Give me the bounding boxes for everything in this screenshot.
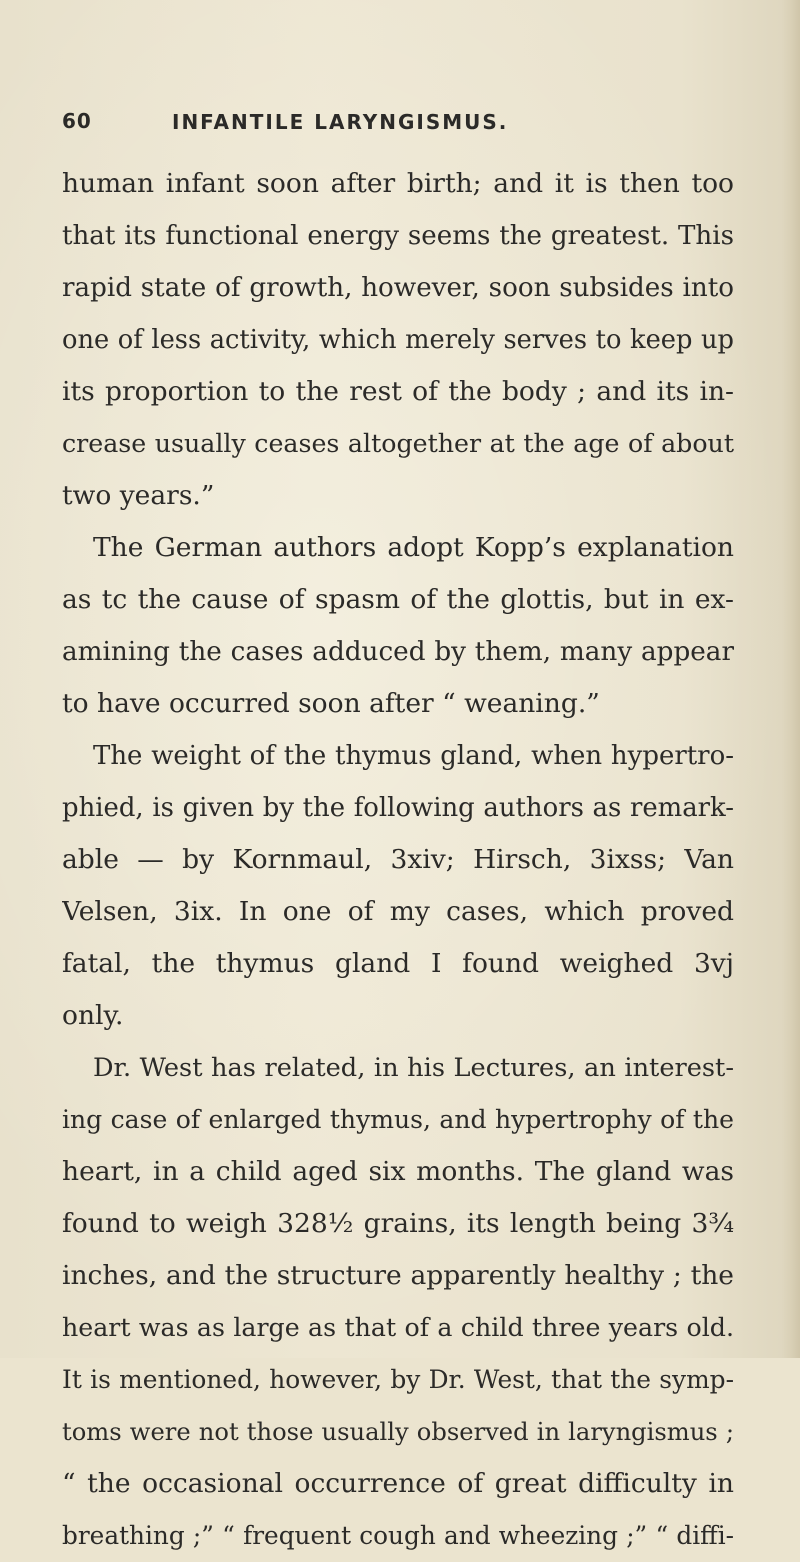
paragraph-start-line: The German authors adopt Kopp’s explanation	[93, 532, 734, 563]
text-line: that its functional energy seems the greatest. This	[62, 221, 734, 251]
text-line: able — by Kornmaul, 3xiv; Hirsch, 3ixss; Van	[62, 844, 734, 875]
text-line: crease usually ceases altogether at the age of about	[62, 429, 734, 458]
text-line: amining the cases adduced by them, many appear	[62, 637, 734, 667]
text-line: fatal, the thymus gland I found weighed 3vj	[62, 948, 734, 979]
text-line: It is mentioned, however, by Dr. West, that the symp-	[62, 1365, 734, 1394]
text-line: rapid state of growth, however, soon subsides into	[62, 273, 734, 303]
page-edge-shadow	[782, 0, 800, 1358]
text-line: found to weigh 328½ grains, its length being 3¾	[62, 1208, 734, 1239]
text-line: heart, in a child aged six months. The gland was	[62, 1156, 734, 1187]
text-line: human infant soon after birth; and it is then too	[62, 168, 734, 199]
paragraph-start-line: Dr. West has related, in his Lectures, an interest-	[93, 1053, 734, 1083]
running-header	[62, 109, 509, 134]
text-line: only.	[62, 1000, 124, 1031]
text-line: toms were not those usually observed in laryngismus ;	[62, 1418, 734, 1446]
running-title: INFANTILE LARYNGISMUS.	[172, 110, 509, 134]
page-number: 60	[62, 109, 92, 133]
text-line: ing case of enlarged thymus, and hypertrophy of the	[62, 1105, 734, 1134]
text-line: two years.”	[62, 480, 215, 511]
text-line: one of less activity, which merely serves to keep up	[62, 325, 734, 355]
text-line: heart was as large as that of a child three years old.	[62, 1313, 734, 1342]
text-line: to have occurred soon after “ weaning.”	[62, 688, 600, 719]
body-text	[62, 158, 734, 1562]
text-line: as tc the cause of spasm of the glottis, but in ex-	[62, 584, 734, 615]
text-line: Velsen, 3ix. In one of my cases, which proved	[62, 896, 734, 927]
text-line: “ the occasional occurrence of great difficulty in	[62, 1468, 734, 1499]
text-line: its proportion to the rest of the body ; and its in-	[62, 376, 734, 407]
text-line: breathing ;” “ frequent cough and wheezing ;” “ diffi-	[62, 1521, 734, 1550]
text-line: inches, and the structure apparently healthy ; the	[62, 1260, 734, 1291]
paragraph-start-line: The weight of the thymus gland, when hypertro-	[93, 741, 734, 771]
text-line: phied, is given by the following authors as remark-	[62, 793, 734, 823]
